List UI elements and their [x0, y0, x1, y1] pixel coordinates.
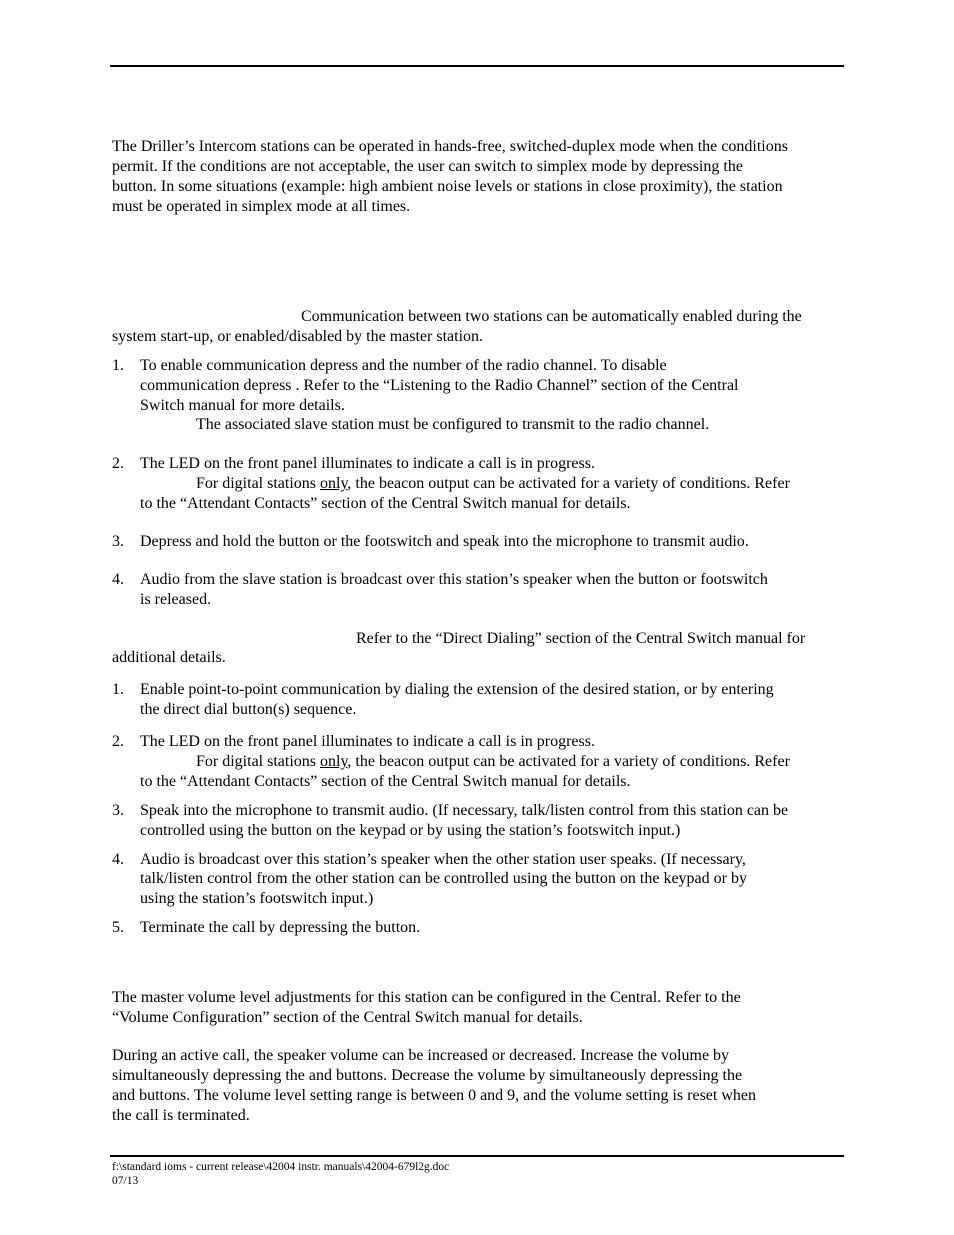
note-line	[196, 752, 790, 772]
text-line: communication depress . Refer to the “Listening to the Radio Channel” section of the Central	[140, 377, 739, 394]
footer-date: 07/13	[112, 1175, 139, 1187]
text-line: The Driller’s Intercom stations can be operated in hands-free, switched-duplex mode when the conditions	[112, 138, 788, 155]
note-line: to the “Attendant Contacts” section of the Central Switch manual for details.	[140, 773, 631, 790]
note-text: For digital stations	[196, 475, 320, 492]
note-line	[196, 474, 790, 494]
text-line: Switch manual for more details.	[140, 397, 345, 414]
note-emphasis: only	[320, 753, 348, 770]
text-line: The LED on the front panel illuminates to indicate a call is in progress.	[140, 455, 595, 472]
footer-rule	[110, 1155, 844, 1157]
text-line: system start-up, or enabled/disabled by the master station.	[112, 328, 484, 345]
text-line: “Volume Configuration” section of the Central Switch manual for details.	[112, 1009, 583, 1026]
text-line: using the station’s footswitch input.)	[140, 890, 374, 907]
note-line: The associated slave station must be configured to transmit to the radio channel.	[196, 416, 710, 433]
list-number: 2.	[112, 733, 124, 750]
list-number: 3.	[112, 802, 124, 819]
text-line: simultaneously depressing the and buttons. Decrease the volume by simultaneously depressing the	[112, 1067, 743, 1084]
text-line: talk/listen control from the other station can be controlled using the button on the keypad or by	[140, 870, 747, 887]
note-line: to the “Attendant Contacts” section of the Central Switch manual for details.	[140, 495, 631, 512]
header-rule	[110, 65, 844, 67]
text-line: permit. If the conditions are not acceptable, the user can switch to simplex mode by depressing the	[112, 158, 743, 175]
note-text: For digital stations	[196, 753, 320, 770]
text-line: During an active call, the speaker volume can be increased or decreased. Increase the volume by	[112, 1047, 730, 1064]
note-text: , the beacon output can be activated for a variety of conditions. Refer	[347, 475, 790, 492]
list-number: 3.	[112, 533, 124, 550]
text-line: is released.	[140, 591, 212, 608]
text-line: Depress and hold the button or the footswitch and speak into the microphone to transmit audio.	[140, 533, 749, 550]
text-line: and buttons. The volume level setting range is between 0 and 9, and the volume setting is reset when	[112, 1087, 756, 1104]
list-number: 2.	[112, 455, 124, 472]
note-text: , the beacon output can be activated for a variety of conditions. Refer	[347, 753, 790, 770]
text-line: The master volume level adjustments for this station can be configured in the Central. Refer to the	[112, 989, 741, 1006]
text-line: The LED on the front panel illuminates to indicate a call is in progress.	[140, 733, 595, 750]
text-line: additional details.	[112, 649, 226, 666]
text-line: Terminate the call by depressing the button.	[140, 919, 421, 936]
text-line: Refer to the “Direct Dialing” section of the Central Switch manual for	[356, 630, 806, 647]
text-line: To enable communication depress and the number of the radio channel. To disable	[140, 357, 667, 374]
text-line: the call is terminated.	[112, 1107, 250, 1124]
list-number: 4.	[112, 851, 124, 868]
list-number: 5.	[112, 919, 124, 936]
text-line: Speak into the microphone to transmit audio. (If necessary, talk/listen control from this station can be	[140, 802, 789, 819]
note-emphasis: only	[320, 475, 348, 492]
text-line: Audio is broadcast over this station’s speaker when the other station user speaks. (If necessary,	[140, 851, 746, 868]
text-line: button. In some situations (example: high ambient noise levels or stations in close proximity), the station	[112, 178, 783, 195]
text-line: must be operated in simplex mode at all times.	[112, 198, 411, 215]
text-line: Enable point-to-point communication by dialing the extension of the desired station, or by entering	[140, 681, 774, 698]
list-number: 1.	[112, 681, 124, 698]
text-line: Audio from the slave station is broadcast over this station’s speaker when the button or footswitch	[140, 571, 768, 588]
footer-file-path: f:\standard ioms - current release\42004 instr. manuals\42004-679l2g.doc	[112, 1161, 450, 1173]
text-line: the direct dial button(s) sequence.	[140, 701, 357, 718]
list-number: 1.	[112, 357, 124, 374]
text-line: controlled using the button on the keypad or by using the station’s footswitch input.)	[140, 822, 681, 839]
text-line: Communication between two stations can be automatically enabled during the	[301, 308, 802, 325]
list-number: 4.	[112, 571, 124, 588]
